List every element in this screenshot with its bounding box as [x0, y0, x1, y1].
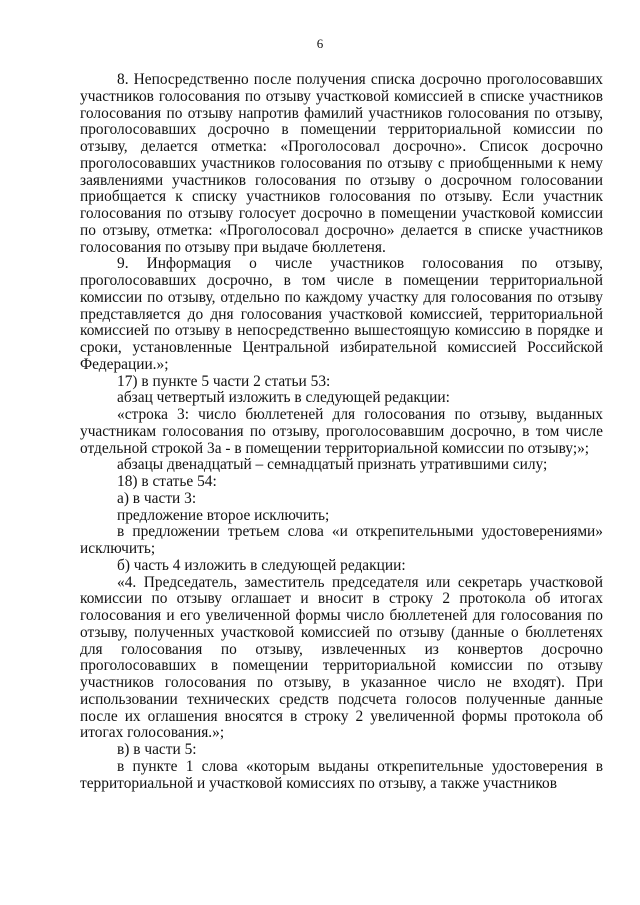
paragraph: б) часть 4 изложить в следующей редакции:: [117, 556, 406, 574]
paragraph: абзацы двенадцатый – семнадцатый признать утратившими силу;: [117, 456, 548, 474]
paragraph: а) в части 3:: [117, 489, 197, 507]
paragraph: 9. Информация о числе участников голосования по отзыву, проголосовавших досрочно, в том числе в помещении территориальной комиссии по отзыву, отдельно по каждому участку для голосования по отзыву представляется до дня голосования участковой комиссией, территориальной комиссией по отзыву в непосредственно вышестоящую комиссию в порядке и сроки, установленные Центральной избирательной комиссией Российской Федерации.»;: [80, 255, 603, 373]
page-number: 6: [316, 36, 324, 51]
paragraph: 18) в статье 54:: [117, 473, 217, 490]
paragraph: в) в части 5:: [117, 741, 197, 758]
paragraph: в пункте 1 слова «которым выданы открепительные удостоверения в территориальной и участковой комиссиях по отзыву, а также участников: [80, 757, 603, 792]
paragraph: абзац четвертый изложить в следующей редакции:: [117, 389, 450, 407]
document-body: [80, 72, 603, 792]
paragraph: «строка 3: число бюллетеней для голосования по отзыву, выданных участникам голосования по отзыву, проголосовавшим досрочно, в том числе отдельной строкой 3а - в помещении территориальной комиссии по отзыву;»;: [80, 406, 603, 457]
paragraph: «4. Председатель, заместитель председателя или секретарь участковой комиссии по отзыву оглашает и вносит в строку 2 протокола об итогах голосования и его увеличенной формы число бюллетеней для голосования по отзыву, полученных участковой комиссией по отзыву (данные о бюллетенях для голосования по отзыву, извлеченных из конвертов досрочно проголосовавших в помещении территориальной комиссии по отзыву участников голосования по отзыву, в указанное число не входят). При использовании технических средств подсчета голосов полученные данные после их оглашения вносятся в строку 2 увеличенной формы протокола об итогах голосования.»;: [80, 573, 603, 742]
paragraph: 8. Непосредственно после получения списка досрочно проголосовавших участников голосования по отзыву участковой комиссией в списке участников голосования по отзыву напротив фамилий участников голосования по отзыву, проголосовавших досрочно в помещении территориальной комиссии по отзыву, делается отметка: «Проголосовал досрочно». Список досрочно проголосовавших участников голосования по отзыву с приобщенными к нему заявлениями участников голосования по отзыву о досрочном голосовании приобщается к списку участников голосования по отзыву. Если участник голосования по отзыву голосует досрочно в помещении участковой комиссии по отзыву, отметка: «Проголосовал досрочно» делается в списке участников голосования по отзыву при выдаче бюллетеня.: [80, 71, 603, 256]
paragraph: в предложении третьем слова «и открепительными удостоверениями» исключить;: [80, 523, 603, 557]
paragraph: 17) в пункте 5 части 2 статьи 53:: [117, 372, 331, 390]
paragraph: предложение второе исключить;: [117, 506, 330, 524]
